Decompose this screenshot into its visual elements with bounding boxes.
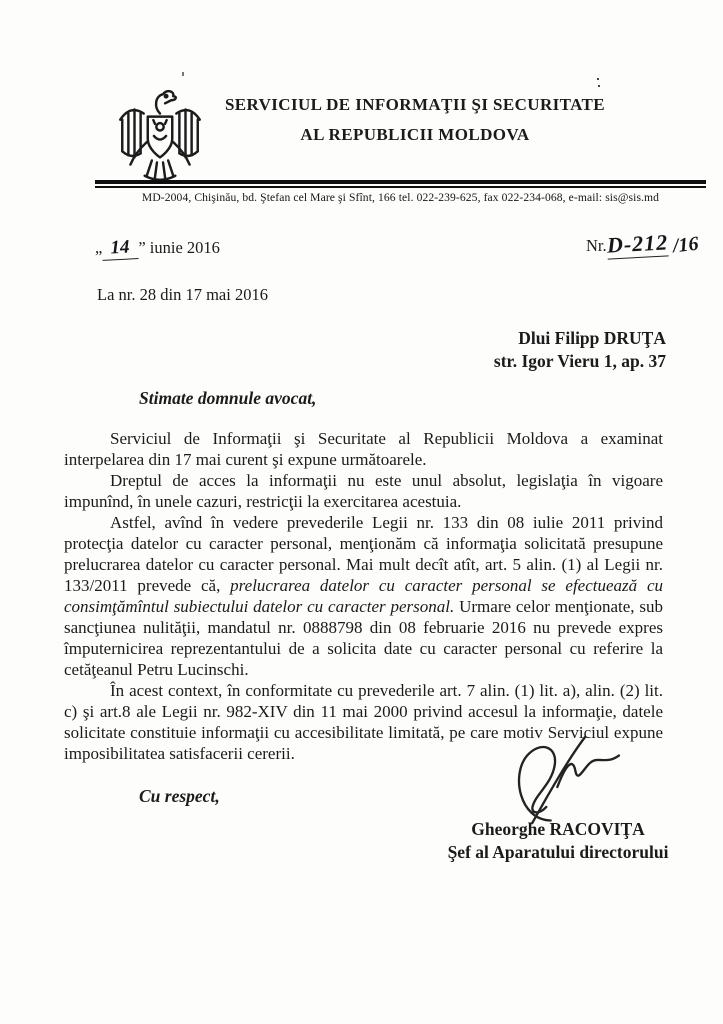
paragraph-3-part-1: Astfel, avînd în vedere prevederile Legii nr. 133 din 08 iulie 2011 privind protecţia datelor cu caracter personal, menţionăm că informaţia solicitată presupune prelucrarea datelor cu caracter personal. Mai mult decît atît, art. 5 alin. (1) al Legii nr. 133/2011 prevede că, bbox=[64, 513, 663, 595]
org-address: MD-2004, Chişinău, bd. Ştefan cel Mare şi Sfînt, 166 tel. 022-239-625, fax 022-234-068, e-mail: sis@sis.md bbox=[141, 191, 660, 204]
organization-name bbox=[210, 90, 620, 150]
in-reply-to: La nr. 28 din 17 mai 2016 bbox=[97, 285, 268, 304]
handwritten-number: D-212 bbox=[605, 229, 669, 258]
paragraph-1: Serviciul de Informaţii şi Securitate al Republicii Moldova a examinat interpelarea din 17 mai curent şi expune următoarele. bbox=[64, 429, 663, 469]
scan-speck bbox=[597, 78, 599, 80]
date-rest: iunie 2016 bbox=[145, 238, 220, 257]
handwritten-number-suffix: /16 bbox=[671, 232, 700, 258]
org-line-1: SERVICIUL DE INFORMAŢII ŞI SECURITATE bbox=[224, 95, 606, 114]
header-divider bbox=[95, 180, 706, 188]
recipient-name: Dlui Filipp DRUŢA bbox=[518, 328, 666, 348]
signer-block bbox=[446, 818, 670, 864]
valediction: Cu respect, bbox=[139, 786, 220, 806]
org-line-2: AL REPUBLICII MOLDOVA bbox=[300, 125, 530, 144]
signer-title: Şef al Aparatului directorului bbox=[447, 842, 669, 862]
paragraph-3-quoted-law-text: prelucrarea datelor cu caracter personal se efectuează cu consimţămîntul subiectului datelor cu caracter personal. bbox=[64, 576, 663, 616]
recipient-address: str. Igor Vieru 1, ap. 37 bbox=[493, 350, 666, 371]
recipient-block bbox=[494, 327, 666, 372]
paragraph-4: În acest context, în conformitate cu prevederile art. 7 alin. (1) lit. a), alin. (2) lit. c) şi art.8 ale Legii nr. 982-XIV din 11 mai 2000 privind accesul la informaţie, datele solicitate constituie informaţii cu accesibilitate limitată, pe care motiv Serviciul expune imposibilitatea satisfacerii cererii. bbox=[64, 681, 663, 763]
paragraph-3-part-3: Urmare celor menţionate, sub sancţiunea nulităţii, mandatul nr. 0888798 din 08 februarie 2016 nu prevede expres împuternicirea reprezentantului de a solicita date cu caracter personal cu referire la cetăţeanul Petru Lucinschi. bbox=[64, 597, 663, 679]
close-quote: ” bbox=[138, 238, 146, 257]
open-quote: „ bbox=[95, 238, 103, 257]
letter-date bbox=[95, 237, 220, 260]
letter-number bbox=[586, 231, 698, 258]
number-label: Nr. bbox=[586, 236, 607, 255]
handwritten-day: 14 bbox=[102, 236, 139, 261]
signer-name: Gheorghe RACOVIŢA bbox=[471, 819, 645, 839]
letter-body bbox=[64, 428, 663, 764]
salutation: Stimate domnule avocat, bbox=[139, 388, 317, 408]
paragraph-2: Dreptul de acces la informaţii nu este unul absolut, legislaţia în vigoare impunînd, în unele cazuri, restricţii la exercitarea acestuia. bbox=[64, 471, 663, 511]
scan-speck bbox=[182, 72, 184, 76]
moldova-coat-of-arms-icon bbox=[106, 86, 214, 188]
handwritten-signature-icon bbox=[497, 734, 628, 826]
paragraph-3 bbox=[64, 512, 663, 680]
